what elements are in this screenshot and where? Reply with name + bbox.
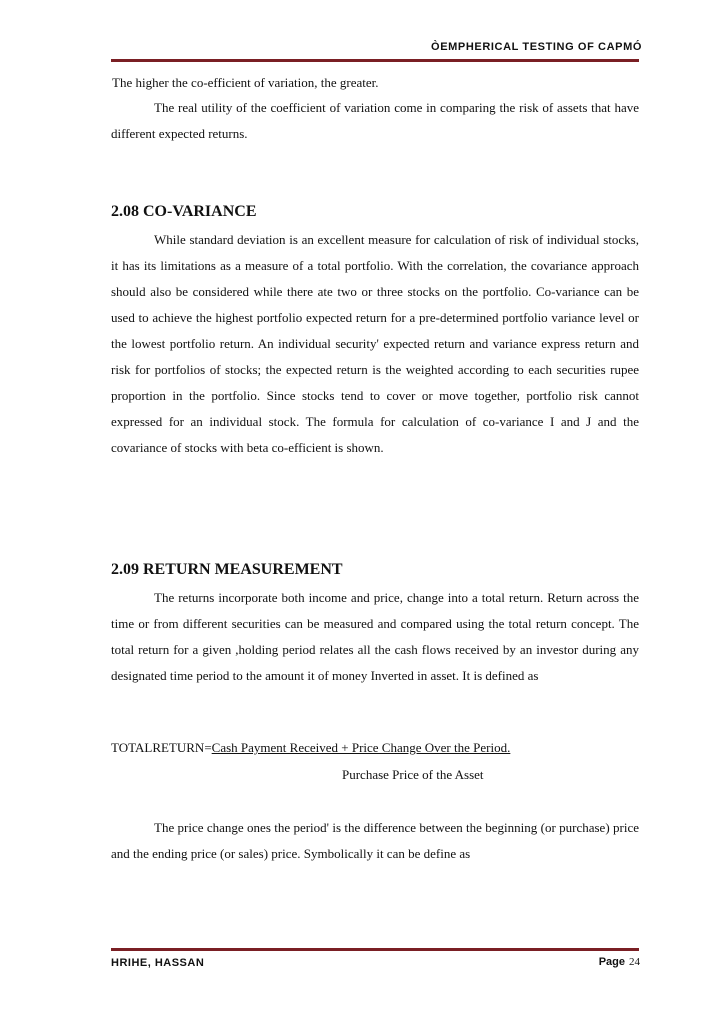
footer-author: HRIHE, HASSAN bbox=[111, 957, 205, 969]
section-heading-return-measurement: 2.09 RETURN MEASUREMENT bbox=[111, 561, 343, 578]
formula-denominator: Purchase Price of the Asset bbox=[342, 767, 484, 782]
page-label: Page bbox=[598, 956, 625, 968]
header-rule bbox=[111, 59, 639, 62]
running-header-title: ÒEMPHERICAL TESTING OF CAPMÓ bbox=[431, 41, 642, 53]
covariance-paragraph: While standard deviation is an excellent measure for calculation of risk of individual stocks, it has its limitations as a measure of a total portfolio. With the correlation, the covariance approach should also be considered while there ate two or three stocks on the portfolio. Co-variance can be used to achieve the highest portfolio expected return for a pre-determined portfolio variance level or the lowest portfolio return. An individual security' expected return and variance express return and risk for portfolios of stocks; the expected return is the weighted according to each securities rupee proportion in the portfolio. Since stocks tend to cover or move together, portfolio risk cannot expressed for an individual stock. The formula for calculation of co-variance I and J and the covariance of stocks with beta co-efficient is shown. bbox=[111, 232, 639, 455]
footer-rule bbox=[111, 948, 639, 951]
price-change-paragraph: The price change ones the period' is the difference between the beginning (or purchase) price and the ending price (or sales) price. Symbolically it can be define as bbox=[111, 820, 639, 861]
formula-lhs: TOTALRETURN= bbox=[111, 740, 212, 755]
intro-line: The higher the co-efficient of variation, the greater. bbox=[112, 75, 379, 90]
page-number bbox=[599, 956, 640, 968]
return-measurement-paragraph: The returns incorporate both income and price, change into a total return. Return across the time or from different securities can be measured and compared using the total return concept. The total return for a given ,holding period relates all the cash flows received by an investor during any designated time period to the amount it of money Inverted in asset. It is defined as bbox=[111, 590, 639, 683]
formula-numerator: Cash Payment Received + Price Change Over the Period. bbox=[211, 740, 511, 755]
section-heading-covariance: 2.08 CO-VARIANCE bbox=[111, 203, 257, 220]
intro-paragraph: The real utility of the coefficient of variation come in comparing the risk of assets that have different expected returns. bbox=[111, 100, 639, 141]
page-number-value: 24 bbox=[629, 956, 640, 968]
total-return-formula bbox=[111, 740, 510, 756]
